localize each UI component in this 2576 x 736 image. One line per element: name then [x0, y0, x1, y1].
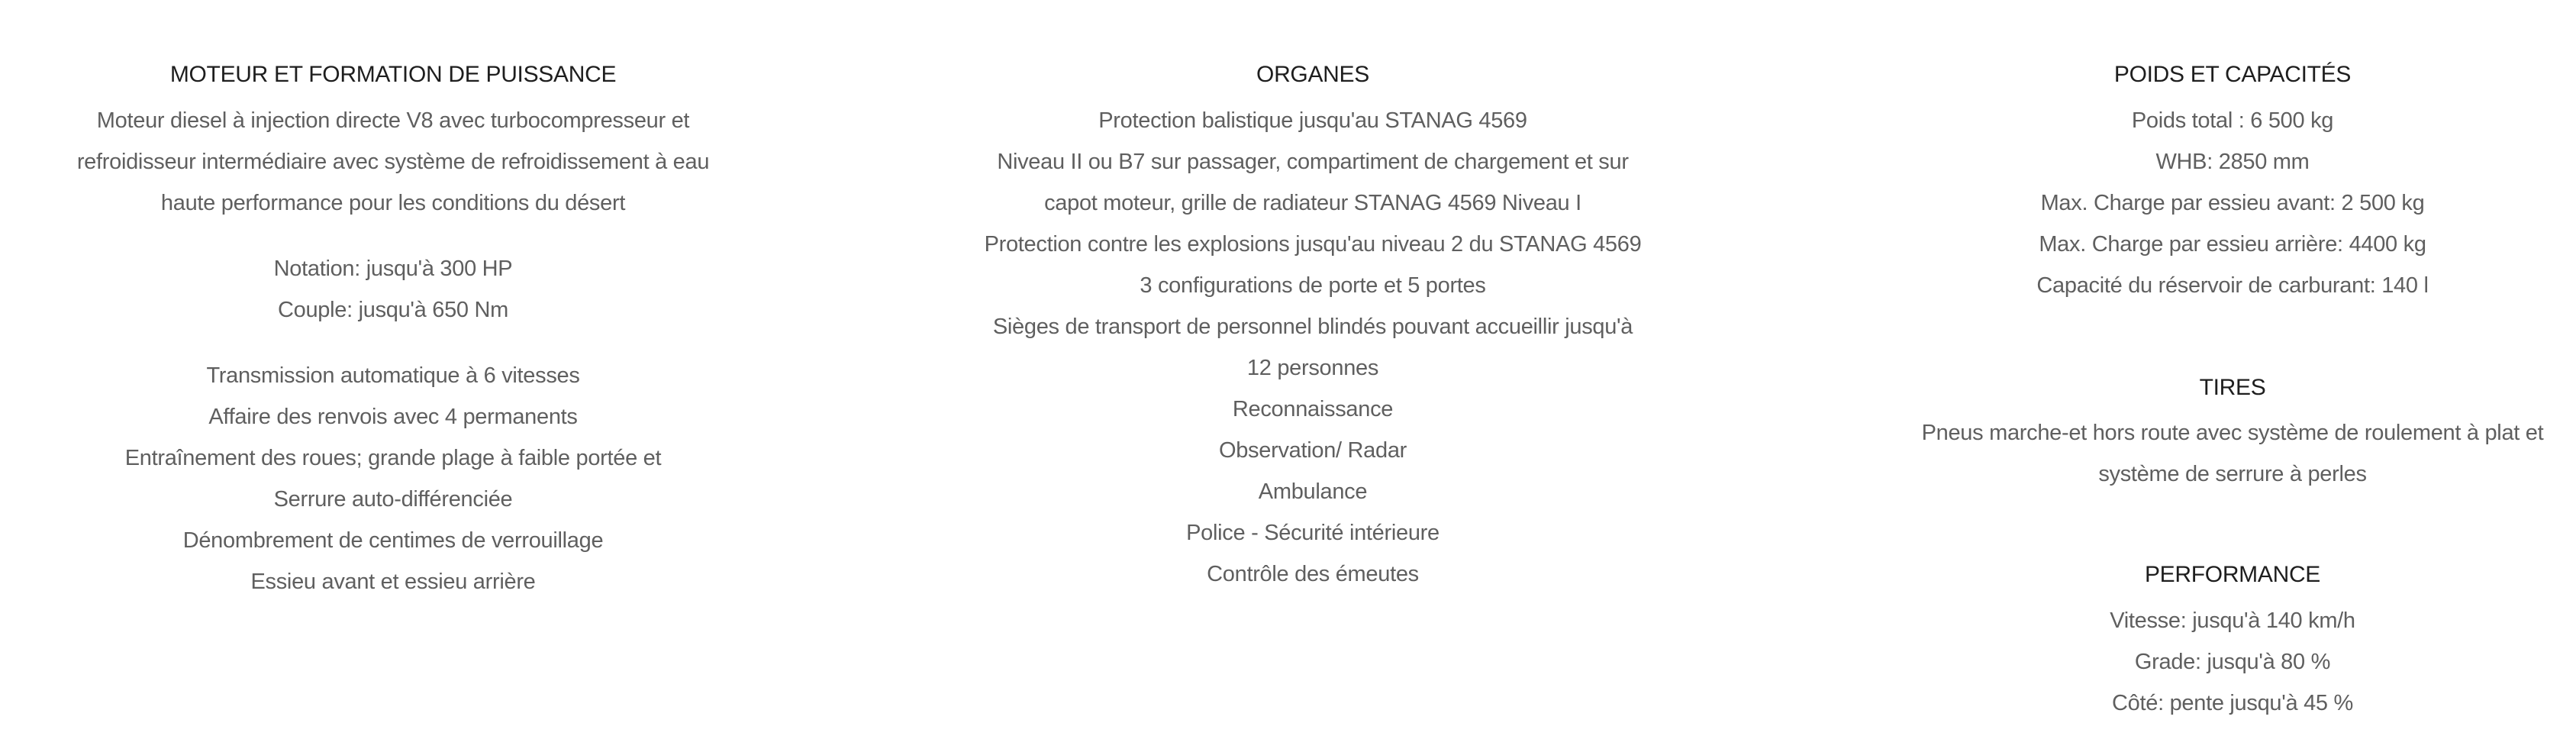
- engine-heading: MOTEUR ET FORMATION DE PUISSANCE: [169, 62, 617, 87]
- weights-list: [1912, 100, 2553, 306]
- organs-item: 3 configurations de porte et 5 portes: [1140, 273, 1486, 298]
- tires-item: système de serrure à perles: [2098, 462, 2367, 486]
- drivetrain-item: Affaire des renvois avec 4 permanents: [208, 405, 578, 429]
- drivetrain-item: Entraînement des roues; grande plage à faible portée et: [124, 446, 662, 470]
- engine-description-line: refroidisseur intermédiaire avec système de refroidissement à eau: [76, 150, 710, 174]
- engine-description-line: haute performance pour les conditions du désert: [160, 191, 626, 215]
- weights-item: WHB: 2850 mm: [2155, 150, 2310, 174]
- weights-item: Poids total : 6 500 kg: [2131, 108, 2334, 133]
- performance-item: Côté: pente jusqu'à 45 %: [2112, 691, 2353, 715]
- engine-output: [46, 248, 740, 331]
- engine-description: [46, 100, 740, 224]
- organs-item: capot moteur, grille de radiateur STANAG 4569 Niveau I: [1044, 191, 1581, 215]
- weights-item: Capacité du réservoir de carburant: 140 l: [2036, 273, 2429, 298]
- engine-rating: Notation: jusqu'à 300 HP: [273, 257, 513, 281]
- organs-list: [962, 100, 1664, 595]
- drivetrain-item: Dénombrement de centimes de verrouillage: [182, 528, 604, 553]
- organs-item: Police - Sécurité intérieure: [1186, 521, 1440, 545]
- organs-item: Observation/ Radar: [1218, 438, 1407, 463]
- tires-list: [1912, 412, 2553, 495]
- organs-heading: ORGANES: [1256, 62, 1369, 87]
- performance-item: Vitesse: jusqu'à 140 km/h: [2110, 608, 2355, 633]
- tires-heading: TIRES: [2199, 375, 2266, 400]
- weights-item: Max. Charge par essieu arrière: 4400 kg: [2039, 232, 2426, 257]
- performance-item: Grade: jusqu'à 80 %: [2134, 650, 2331, 674]
- engine-description-line: Moteur diesel à injection directe V8 avec turbocompresseur et: [96, 108, 690, 133]
- tires-item: Pneus marche-et hors route avec système de roulement à plat et: [1921, 421, 2544, 445]
- weights-heading: POIDS ET CAPACITÉS: [2113, 62, 2352, 87]
- performance-heading: PERFORMANCE: [2144, 562, 2321, 587]
- organs-item: Protection balistique jusqu'au STANAG 4569: [1098, 108, 1527, 133]
- organs-item: Sièges de transport de personnel blindés pouvant accueillir jusqu'à: [992, 315, 1633, 339]
- organs-item: Reconnaissance: [1232, 397, 1394, 421]
- performance-list: [1912, 600, 2553, 724]
- organs-item: Contrôle des émeutes: [1207, 562, 1419, 586]
- drivetrain-list: [46, 355, 740, 602]
- organs-item: Ambulance: [1258, 479, 1368, 504]
- engine-torque: Couple: jusqu'à 650 Nm: [277, 298, 508, 322]
- weights-item: Max. Charge par essieu avant: 2 500 kg: [2040, 191, 2425, 215]
- drivetrain-item: Serrure auto-différenciée: [273, 487, 513, 512]
- organs-item: Niveau II ou B7 sur passager, compartiment de chargement et sur: [997, 150, 1629, 174]
- organs-item: Protection contre les explosions jusqu'au niveau 2 du STANAG 4569: [984, 232, 1642, 257]
- drivetrain-item: Essieu avant et essieu arrière: [250, 570, 536, 594]
- organs-item: 12 personnes: [1246, 356, 1379, 380]
- drivetrain-item: Transmission automatique à 6 vitesses: [206, 363, 580, 388]
